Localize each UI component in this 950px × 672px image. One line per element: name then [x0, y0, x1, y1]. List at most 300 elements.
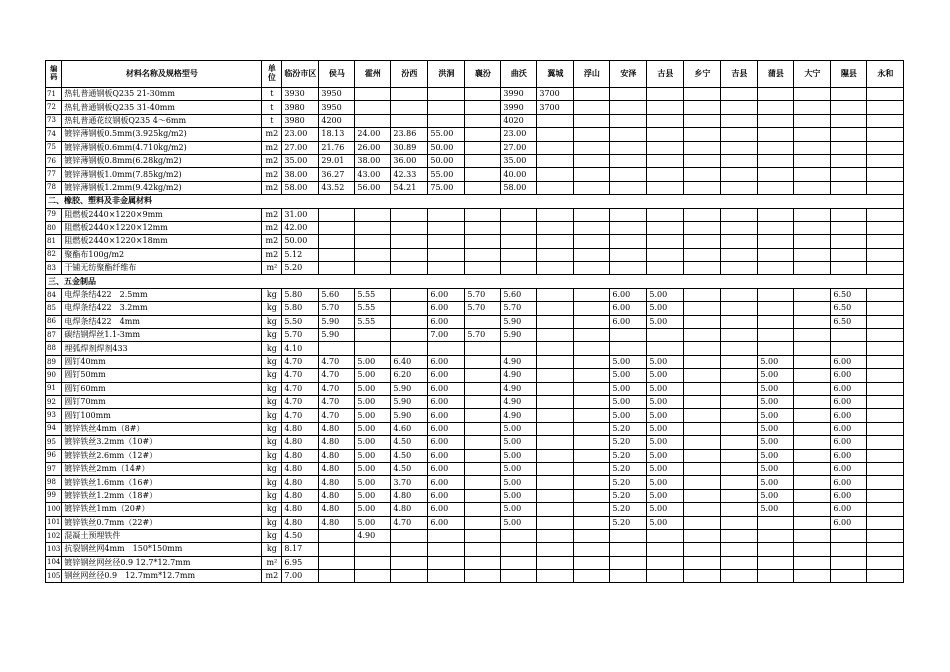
price-cell: 5.00 — [355, 476, 391, 489]
price-cell — [867, 342, 904, 355]
price-cell — [867, 543, 904, 556]
price-cell — [794, 128, 831, 141]
table-row — [46, 395, 904, 408]
price-cell — [794, 476, 831, 489]
price-cell: 26.00 — [355, 141, 391, 154]
price-cell — [355, 570, 391, 583]
price-cell: 6.00 — [428, 449, 465, 462]
price-cell — [610, 221, 647, 234]
price-cell — [684, 235, 721, 248]
price-cell — [684, 141, 721, 154]
price-cell: 5.00 — [758, 489, 794, 502]
price-cell: 3980 — [282, 114, 319, 127]
table-row — [46, 221, 904, 234]
price-cell — [684, 128, 721, 141]
price-cell: 6.00 — [428, 288, 465, 301]
price-cell — [537, 262, 574, 275]
price-cell — [391, 315, 428, 328]
price-cell — [721, 248, 758, 261]
price-cell — [537, 556, 574, 569]
price-cell: 5.20 — [610, 436, 647, 449]
price-cell — [465, 556, 501, 569]
column-header: 安泽 — [610, 61, 647, 88]
price-cell: 6.00 — [831, 355, 867, 368]
price-cell — [831, 181, 867, 194]
price-cell — [684, 543, 721, 556]
price-cell: 5.00 — [758, 369, 794, 382]
price-cell — [721, 154, 758, 167]
price-cell — [758, 154, 794, 167]
price-cell — [684, 329, 721, 342]
price-cell: 4.80 — [319, 422, 355, 435]
unit: kg — [262, 436, 282, 449]
row-code: 102 — [46, 529, 62, 542]
price-cell — [537, 114, 574, 127]
price-cell — [794, 556, 831, 569]
price-cell — [501, 221, 537, 234]
price-cell: 4.50 — [391, 436, 428, 449]
price-cell: 43.52 — [319, 181, 355, 194]
table-row — [46, 88, 904, 101]
price-cell — [758, 315, 794, 328]
price-cell: 43.00 — [355, 168, 391, 181]
price-cell: 5.00 — [758, 436, 794, 449]
price-cell: 4.90 — [501, 355, 537, 368]
price-cell: 6.00 — [428, 382, 465, 395]
price-cell: 7.00 — [428, 329, 465, 342]
material-name: 镀锌铁丝2mm（14#） — [62, 462, 262, 475]
column-header: 隰县 — [831, 61, 867, 88]
column-header: 襄汾 — [465, 61, 501, 88]
price-cell — [721, 342, 758, 355]
row-code: 96 — [46, 449, 62, 462]
price-cell — [758, 181, 794, 194]
price-cell — [574, 88, 610, 101]
price-cell — [831, 141, 867, 154]
table-row — [46, 369, 904, 382]
price-cell — [647, 248, 684, 261]
price-cell — [794, 221, 831, 234]
price-cell: 5.00 — [501, 462, 537, 475]
price-cell — [537, 436, 574, 449]
unit: m2 — [262, 221, 282, 234]
price-cell: 5.00 — [647, 382, 684, 395]
price-cell: 5.50 — [282, 315, 319, 328]
price-cell: 5.00 — [647, 355, 684, 368]
price-cell — [355, 208, 391, 221]
price-cell — [537, 248, 574, 261]
price-cell: 5.55 — [355, 302, 391, 315]
price-cell — [355, 262, 391, 275]
price-cell: 4.50 — [282, 529, 319, 542]
header-row — [46, 61, 904, 88]
price-cell: 5.00 — [355, 382, 391, 395]
price-cell — [574, 168, 610, 181]
price-cell — [465, 516, 501, 529]
price-cell — [319, 262, 355, 275]
price-cell: 5.90 — [391, 382, 428, 395]
row-code: 78 — [46, 181, 62, 194]
price-cell — [794, 168, 831, 181]
unit: t — [262, 101, 282, 114]
price-cell: 6.00 — [428, 302, 465, 315]
price-cell — [610, 529, 647, 542]
price-cell: 5.00 — [647, 409, 684, 422]
price-cell: 4.60 — [391, 422, 428, 435]
material-name: 电焊条结422 3.2mm — [62, 302, 262, 315]
price-cell — [794, 436, 831, 449]
price-cell — [610, 181, 647, 194]
material-name: 镀锌铁丝0.7mm（22#） — [62, 516, 262, 529]
price-cell — [647, 342, 684, 355]
price-cell: 29.01 — [319, 154, 355, 167]
unit: kg — [262, 422, 282, 435]
price-cell: 4.80 — [282, 503, 319, 516]
price-cell — [428, 235, 465, 248]
price-cell — [319, 248, 355, 261]
price-cell — [867, 168, 904, 181]
price-cell — [391, 248, 428, 261]
price-cell: 5.70 — [282, 329, 319, 342]
price-cell: 4.80 — [319, 449, 355, 462]
price-cell — [319, 556, 355, 569]
price-cell — [794, 529, 831, 542]
price-cell — [574, 221, 610, 234]
price-cell — [867, 395, 904, 408]
price-cell: 5.00 — [355, 436, 391, 449]
row-code: 94 — [46, 422, 62, 435]
price-cell — [684, 315, 721, 328]
price-cell — [831, 329, 867, 342]
price-cell: 5.00 — [610, 395, 647, 408]
price-cell — [574, 503, 610, 516]
material-name: 镀锌铁丝2.6mm（12#） — [62, 449, 262, 462]
price-cell — [501, 543, 537, 556]
table-row — [46, 355, 904, 368]
price-cell — [794, 369, 831, 382]
price-cell — [867, 529, 904, 542]
price-cell: 5.20 — [610, 516, 647, 529]
price-cell: 5.00 — [501, 489, 537, 502]
price-cell — [465, 128, 501, 141]
unit: m2 — [262, 154, 282, 167]
price-cell — [391, 88, 428, 101]
unit: kg — [262, 382, 282, 395]
price-cell: 5.00 — [758, 503, 794, 516]
row-code: 95 — [46, 436, 62, 449]
price-cell — [355, 88, 391, 101]
price-cell: 5.00 — [355, 503, 391, 516]
price-cell: 3950 — [319, 101, 355, 114]
price-cell: 5.20 — [610, 462, 647, 475]
price-cell — [684, 355, 721, 368]
price-cell: 6.00 — [428, 503, 465, 516]
column-header: 临汾市区 — [282, 61, 319, 88]
price-cell — [867, 382, 904, 395]
price-cell — [428, 114, 465, 127]
column-header: 洪洞 — [428, 61, 465, 88]
price-cell — [391, 101, 428, 114]
price-cell: 3930 — [282, 88, 319, 101]
price-cell — [794, 342, 831, 355]
price-cell — [319, 208, 355, 221]
price-cell — [465, 154, 501, 167]
price-cell: 5.55 — [355, 315, 391, 328]
price-cell — [647, 181, 684, 194]
price-cell — [465, 235, 501, 248]
price-cell: 5.70 — [465, 329, 501, 342]
price-cell — [428, 543, 465, 556]
unit: kg — [262, 476, 282, 489]
price-cell: 6.00 — [831, 422, 867, 435]
price-cell — [465, 141, 501, 154]
price-cell: 5.00 — [610, 382, 647, 395]
price-cell — [465, 101, 501, 114]
material-name: 埋弧焊剂焊剂433 — [62, 342, 262, 355]
material-name: 电焊条结422 2.5mm — [62, 288, 262, 301]
price-cell — [758, 529, 794, 542]
unit: m2 — [262, 181, 282, 194]
price-cell — [574, 543, 610, 556]
price-cell — [574, 288, 610, 301]
table-row — [46, 181, 904, 194]
price-cell — [758, 329, 794, 342]
price-cell — [465, 248, 501, 261]
price-cell — [537, 168, 574, 181]
price-cell — [721, 449, 758, 462]
price-cell — [721, 221, 758, 234]
price-cell — [831, 248, 867, 261]
price-cell — [574, 302, 610, 315]
price-cell: 4.80 — [319, 436, 355, 449]
price-cell: 5.20 — [282, 262, 319, 275]
price-cell: 38.00 — [355, 154, 391, 167]
price-cell — [794, 516, 831, 529]
price-cell: 4.70 — [282, 395, 319, 408]
price-cell: 4.80 — [391, 503, 428, 516]
price-cell: 4.80 — [391, 489, 428, 502]
price-cell: 5.90 — [391, 395, 428, 408]
price-cell — [721, 168, 758, 181]
material-name: 阻燃板2440×1220×9mm — [62, 208, 262, 221]
price-cell: 5.00 — [758, 476, 794, 489]
table-row — [46, 489, 904, 502]
section-title: 二、橡胶、塑料及非金属材料 — [46, 195, 904, 208]
price-cell — [831, 570, 867, 583]
price-cell: 6.00 — [428, 355, 465, 368]
price-cell — [867, 570, 904, 583]
row-code: 86 — [46, 315, 62, 328]
price-cell — [867, 436, 904, 449]
price-cell — [758, 248, 794, 261]
price-cell — [537, 449, 574, 462]
price-cell: 6.00 — [831, 503, 867, 516]
material-name: 镀锌铁丝4mm（8#） — [62, 422, 262, 435]
price-cell — [465, 369, 501, 382]
price-cell — [574, 181, 610, 194]
row-code: 89 — [46, 355, 62, 368]
price-cell: 5.00 — [355, 355, 391, 368]
price-cell: 4.70 — [319, 409, 355, 422]
price-cell — [721, 529, 758, 542]
price-cell: 38.00 — [282, 168, 319, 181]
price-cell — [391, 208, 428, 221]
price-cell: 6.00 — [428, 489, 465, 502]
material-name: 镀锌铁丝1.2mm（18#） — [62, 489, 262, 502]
price-cell — [684, 462, 721, 475]
price-cell — [867, 449, 904, 462]
price-cell — [867, 181, 904, 194]
table-row — [46, 422, 904, 435]
price-cell — [721, 570, 758, 583]
price-cell — [867, 141, 904, 154]
unit: m2 — [262, 128, 282, 141]
price-cell — [610, 235, 647, 248]
price-cell — [721, 315, 758, 328]
price-cell — [758, 128, 794, 141]
price-cell: 30.89 — [391, 141, 428, 154]
price-cell — [831, 529, 867, 542]
column-header: 蒲县 — [758, 61, 794, 88]
price-cell — [537, 128, 574, 141]
price-cell: 5.00 — [647, 462, 684, 475]
price-cell — [867, 462, 904, 475]
price-cell: 5.00 — [501, 503, 537, 516]
price-cell: 5.00 — [355, 395, 391, 408]
unit: m2 — [262, 168, 282, 181]
price-cell: 4.70 — [282, 382, 319, 395]
price-cell — [610, 208, 647, 221]
price-cell — [721, 503, 758, 516]
price-cell: 6.00 — [428, 462, 465, 475]
price-cell — [428, 101, 465, 114]
price-cell — [574, 128, 610, 141]
table-row — [46, 436, 904, 449]
price-cell — [794, 248, 831, 261]
price-cell: 5.70 — [319, 302, 355, 315]
price-cell — [465, 543, 501, 556]
price-cell — [867, 556, 904, 569]
price-cell — [794, 315, 831, 328]
price-cell: 5.90 — [319, 329, 355, 342]
price-cell — [465, 88, 501, 101]
price-cell: 4.70 — [391, 516, 428, 529]
price-cell: 50.00 — [428, 154, 465, 167]
unit: kg — [262, 409, 282, 422]
price-cell — [867, 248, 904, 261]
price-cell — [794, 154, 831, 167]
price-cell — [428, 248, 465, 261]
unit: kg — [262, 529, 282, 542]
price-cell — [319, 570, 355, 583]
row-code: 92 — [46, 395, 62, 408]
price-cell — [721, 369, 758, 382]
row-code: 79 — [46, 208, 62, 221]
column-header: 编码 — [46, 61, 62, 88]
price-cell — [537, 503, 574, 516]
price-cell — [610, 556, 647, 569]
price-cell: 6.00 — [831, 476, 867, 489]
price-cell — [537, 543, 574, 556]
price-cell — [574, 342, 610, 355]
price-cell — [647, 114, 684, 127]
price-cell — [684, 489, 721, 502]
price-cell — [610, 248, 647, 261]
price-cell: 3990 — [501, 101, 537, 114]
price-cell: 42.33 — [391, 168, 428, 181]
price-cell — [831, 154, 867, 167]
price-cell — [465, 422, 501, 435]
price-cell: 5.20 — [610, 476, 647, 489]
price-cell: 3700 — [537, 101, 574, 114]
row-code: 71 — [46, 88, 62, 101]
column-header: 大宁 — [794, 61, 831, 88]
unit: m2 — [262, 248, 282, 261]
unit: m2 — [262, 208, 282, 221]
material-name: 镀锌薄钢板0.6mm(4.710kg/m2) — [62, 141, 262, 154]
table-row — [46, 262, 904, 275]
price-cell: 5.00 — [647, 302, 684, 315]
price-cell — [319, 529, 355, 542]
price-cell: 36.00 — [391, 154, 428, 167]
unit: m2 — [262, 570, 282, 583]
price-cell — [831, 208, 867, 221]
price-cell — [867, 409, 904, 422]
price-cell — [721, 288, 758, 301]
price-cell — [537, 329, 574, 342]
row-code: 82 — [46, 248, 62, 261]
price-cell — [684, 449, 721, 462]
price-cell — [574, 476, 610, 489]
price-cell — [684, 529, 721, 542]
material-name: 镀锌薄钢板0.5mm(3.925kg/m2) — [62, 128, 262, 141]
price-cell — [867, 369, 904, 382]
material-name: 镀锌铁丝3.2mm（10#） — [62, 436, 262, 449]
price-cell: 5.00 — [610, 409, 647, 422]
table-row — [46, 556, 904, 569]
price-cell: 5.00 — [758, 422, 794, 435]
price-cell — [721, 302, 758, 315]
price-cell — [867, 235, 904, 248]
row-code: 74 — [46, 128, 62, 141]
price-cell — [610, 262, 647, 275]
price-cell: 5.20 — [610, 503, 647, 516]
price-cell: 56.00 — [355, 181, 391, 194]
unit: kg — [262, 302, 282, 315]
row-code: 90 — [46, 369, 62, 382]
price-cell — [831, 556, 867, 569]
price-cell — [391, 556, 428, 569]
price-cell — [355, 101, 391, 114]
price-cell: 42.00 — [282, 221, 319, 234]
price-cell: 4.80 — [282, 436, 319, 449]
section-row — [46, 195, 904, 208]
price-cell — [501, 342, 537, 355]
price-cell — [867, 221, 904, 234]
price-cell: 5.00 — [647, 489, 684, 502]
price-cell — [721, 436, 758, 449]
price-cell — [867, 476, 904, 489]
price-cell: 5.60 — [319, 288, 355, 301]
price-cell — [684, 409, 721, 422]
unit: m² — [262, 262, 282, 275]
price-cell — [684, 88, 721, 101]
column-header: 浮山 — [574, 61, 610, 88]
price-cell — [501, 248, 537, 261]
price-cell: 23.00 — [501, 128, 537, 141]
price-cell — [867, 422, 904, 435]
price-cell — [537, 570, 574, 583]
